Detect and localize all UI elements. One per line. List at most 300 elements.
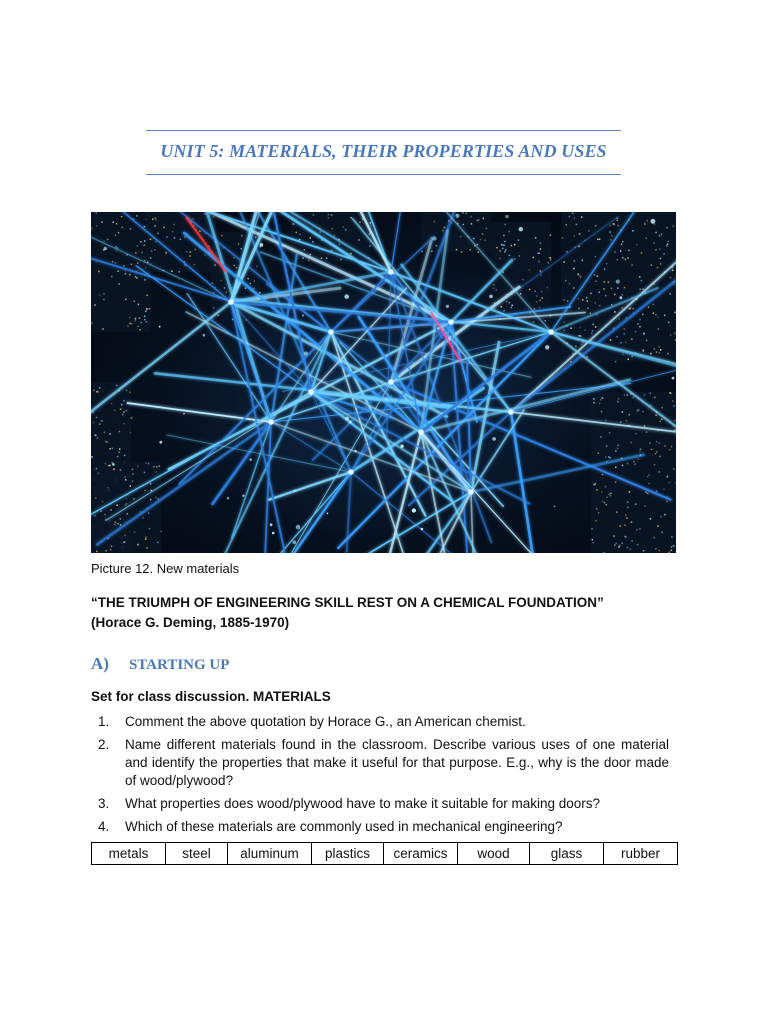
- building-window-light: [663, 253, 665, 255]
- building-window-light: [672, 400, 674, 402]
- light-node: [418, 429, 424, 435]
- light-node: [272, 532, 275, 535]
- building-window-light: [154, 249, 156, 251]
- building-window-light: [145, 537, 147, 539]
- building-window-light: [131, 264, 133, 266]
- light-node: [672, 377, 675, 380]
- building-window-light: [629, 414, 631, 416]
- building-window-light: [504, 224, 506, 226]
- building-window-light: [120, 469, 122, 471]
- building-window-light: [539, 270, 541, 272]
- building-window-light: [480, 239, 482, 241]
- building-window-light: [659, 442, 661, 444]
- list-number: 3.: [98, 796, 110, 811]
- building-window-light: [622, 241, 624, 243]
- building-window-light: [659, 248, 661, 250]
- title-rule-top: [146, 130, 621, 131]
- building-window-light: [569, 216, 571, 218]
- building-window-light: [565, 280, 567, 282]
- building-window-light: [540, 242, 542, 244]
- building-window-light: [578, 308, 580, 310]
- building-window-light: [579, 275, 581, 277]
- building-window-light: [592, 324, 594, 326]
- building-window-light: [115, 521, 117, 523]
- building-window-light: [538, 261, 540, 263]
- building-window-light: [456, 249, 458, 251]
- building-window-light: [647, 476, 649, 478]
- building-window-light: [609, 432, 611, 434]
- building-window-light: [130, 432, 132, 434]
- building-window-light: [126, 503, 128, 505]
- table-row: [92, 843, 678, 865]
- building-window-light: [569, 283, 571, 285]
- building-window-light: [189, 255, 191, 257]
- building-window-light: [621, 543, 623, 545]
- building-window-light: [582, 299, 584, 301]
- building-window-light: [646, 340, 648, 342]
- building-window-light: [644, 505, 646, 507]
- building-window-light: [660, 263, 662, 265]
- network-lines-illustration: [91, 212, 676, 553]
- building-window-light: [659, 235, 661, 237]
- building-window-light: [117, 270, 119, 272]
- building-window-light: [623, 333, 625, 335]
- building-window-light: [608, 493, 610, 495]
- building-window-light: [631, 356, 633, 358]
- building-window-light: [96, 417, 98, 419]
- building-window-light: [544, 320, 546, 322]
- building-window-light: [664, 315, 666, 317]
- building-window-light: [634, 463, 636, 465]
- building-window-light: [657, 267, 659, 269]
- building-window-light: [131, 417, 133, 419]
- light-node: [159, 326, 161, 328]
- building-window-light: [675, 516, 676, 518]
- building-window-light: [470, 216, 472, 218]
- building-window-light: [562, 237, 564, 239]
- building-window-light: [625, 259, 627, 261]
- building-window-light: [576, 224, 578, 226]
- building-window-light: [116, 505, 118, 507]
- building-window-light: [617, 287, 619, 289]
- light-node: [548, 329, 554, 335]
- building-window-light: [111, 276, 113, 278]
- building-window-light: [503, 244, 505, 246]
- building-window-light: [606, 445, 608, 447]
- building-window-light: [536, 295, 538, 297]
- building-window-light: [639, 528, 641, 530]
- building-window-light: [139, 329, 141, 331]
- building-window-light: [339, 243, 341, 245]
- building-window-light: [496, 247, 498, 249]
- building-window-light: [637, 323, 639, 325]
- building-window-light: [550, 234, 552, 236]
- building-window-light: [96, 212, 98, 214]
- list-item: [91, 818, 669, 836]
- building-window-light: [587, 300, 589, 302]
- building-window-light: [129, 323, 131, 325]
- light-node: [348, 420, 351, 423]
- list-number: 4.: [98, 819, 110, 834]
- building-window-light: [618, 318, 620, 320]
- building-window-light: [436, 245, 438, 247]
- building-window-light: [253, 288, 255, 290]
- table-cell-steel: steel: [166, 843, 228, 865]
- building-window-light: [611, 235, 613, 237]
- building-window-light: [540, 300, 542, 302]
- light-node: [412, 508, 416, 512]
- building-window-light: [308, 260, 310, 262]
- light-node: [519, 227, 524, 232]
- building-window-light: [91, 322, 93, 324]
- building-window-light: [671, 546, 673, 548]
- building-window-light: [617, 448, 619, 450]
- building-window-light: [608, 456, 610, 458]
- building-window-light: [656, 491, 658, 493]
- light-trail-line: [213, 422, 272, 504]
- building-window-light: [627, 394, 629, 396]
- building-window-light: [658, 346, 660, 348]
- building-window-light: [105, 441, 107, 443]
- building-window-light: [564, 321, 566, 323]
- building-window-light: [94, 304, 96, 306]
- building-window-light: [115, 235, 117, 237]
- building-window-light: [217, 315, 219, 317]
- building-window-light: [648, 483, 650, 485]
- building-window-light: [328, 217, 330, 219]
- building-window-light: [122, 227, 124, 229]
- discussion-lead: Set for class discussion. MATERIALS: [91, 689, 331, 704]
- building-window-light: [370, 225, 372, 227]
- building-window-light: [369, 234, 371, 236]
- building-window-light: [578, 335, 580, 337]
- building-window-light: [581, 216, 583, 218]
- building-window-light: [649, 393, 651, 395]
- building-window-light: [299, 239, 301, 241]
- building-window-light: [620, 342, 622, 344]
- building-window-light: [541, 297, 543, 299]
- building-window-light: [135, 276, 137, 278]
- building-window-light: [503, 235, 505, 237]
- building-window-light: [478, 219, 480, 221]
- building-window-light: [124, 505, 126, 507]
- building-window-light: [567, 300, 569, 302]
- building-window-light: [659, 471, 661, 473]
- building-window-light: [578, 298, 580, 300]
- building-window-light: [142, 517, 144, 519]
- materials-table: [91, 842, 678, 865]
- building-window-light: [584, 330, 586, 332]
- building-window-light: [113, 468, 115, 470]
- building-window-light: [645, 492, 647, 494]
- building-window-light: [644, 394, 646, 396]
- building-window-light: [124, 455, 126, 457]
- building-window-light: [165, 252, 167, 254]
- building-window-light: [661, 233, 663, 235]
- table-cell-aluminum: aluminum: [228, 843, 312, 865]
- building-window-light: [135, 252, 137, 254]
- building-window-light: [610, 493, 612, 495]
- building-window-light: [254, 280, 256, 282]
- building-window-light: [622, 465, 624, 467]
- building-window-light: [303, 257, 305, 259]
- building-window-light: [606, 263, 608, 265]
- light-trail-line: [232, 422, 271, 538]
- building-window-light: [96, 225, 98, 227]
- building-window-light: [642, 350, 644, 352]
- building-window-light: [619, 545, 621, 547]
- building-window-light: [120, 408, 122, 410]
- building-window-light: [635, 331, 637, 333]
- building-window-light: [595, 520, 597, 522]
- light-node: [508, 409, 514, 415]
- building-window-light: [633, 397, 635, 399]
- light-node: [249, 458, 251, 460]
- building-window-light: [144, 319, 146, 321]
- building-window-light: [615, 543, 617, 545]
- building-window-light: [582, 260, 584, 262]
- building-window-light: [616, 511, 618, 513]
- building-window-light: [619, 525, 621, 527]
- building-window-light: [370, 222, 372, 224]
- building-window-light: [98, 472, 100, 474]
- building-window-light: [622, 294, 624, 296]
- light-node: [183, 413, 185, 415]
- building-window-light: [103, 299, 105, 301]
- building-window-light: [154, 225, 156, 227]
- building-window-light: [130, 228, 132, 230]
- light-trail-line: [271, 422, 351, 472]
- building-window-light: [104, 432, 106, 434]
- building-window-light: [669, 392, 671, 394]
- building-window-light: [592, 539, 594, 541]
- building-window-light: [579, 327, 581, 329]
- building-window-light: [625, 342, 627, 344]
- building-window-light: [478, 252, 480, 254]
- building-window-light: [91, 228, 93, 230]
- building-window-light: [502, 248, 504, 250]
- building-window-light: [673, 225, 675, 227]
- building-window-light: [666, 227, 668, 229]
- building-window-light: [615, 450, 617, 452]
- building-window-light: [627, 507, 629, 509]
- building-window-light: [593, 484, 595, 486]
- building-window-light: [97, 391, 99, 393]
- building-window-light: [616, 336, 618, 338]
- building-window-light: [590, 293, 592, 295]
- building-window-light: [538, 252, 540, 254]
- building-window-light: [597, 275, 599, 277]
- building-window-light: [604, 281, 606, 283]
- building-window-light: [616, 220, 618, 222]
- building-window-light: [93, 390, 95, 392]
- building-window-light: [107, 487, 109, 489]
- building-window-light: [599, 403, 601, 405]
- building-window-light: [505, 249, 507, 251]
- building-window-light: [123, 400, 125, 402]
- building-window-light: [657, 316, 659, 318]
- building-window-light: [259, 292, 261, 294]
- building-window-light: [675, 339, 676, 341]
- building-window-light: [109, 433, 111, 435]
- building-window-light: [591, 332, 593, 334]
- building-window-light: [615, 361, 617, 363]
- building-window-light: [674, 429, 676, 431]
- building-window-light: [595, 280, 597, 282]
- building-window-light: [114, 410, 116, 412]
- building-window-light: [234, 265, 236, 267]
- building-window-light: [503, 310, 505, 312]
- building-window-light: [104, 514, 106, 516]
- building-window-light: [609, 231, 611, 233]
- building-window-light: [674, 420, 676, 422]
- building-window-light: [155, 219, 157, 221]
- building-window-light: [672, 270, 674, 272]
- building-window-light: [639, 450, 641, 452]
- building-window-light: [155, 241, 157, 243]
- building-window-light: [614, 311, 616, 313]
- building-window-light: [611, 288, 613, 290]
- building-window-light: [140, 241, 142, 243]
- building-window-light: [563, 299, 565, 301]
- building-window-light: [570, 327, 572, 329]
- building-window-light: [482, 218, 484, 220]
- building-window-light: [125, 299, 127, 301]
- building-window-light: [137, 466, 139, 468]
- building-window-light: [646, 431, 648, 433]
- building-window-light: [514, 244, 516, 246]
- building-window-light: [604, 502, 606, 504]
- building-window-light: [644, 425, 646, 427]
- building-window-light: [657, 525, 659, 527]
- building-window-light: [514, 258, 516, 260]
- light-node: [348, 469, 354, 475]
- building-window-light: [602, 397, 604, 399]
- building-window-light: [536, 301, 538, 303]
- building-window-light: [650, 353, 652, 355]
- building-window-light: [161, 531, 163, 533]
- building-window-light: [637, 410, 639, 412]
- light-node: [355, 450, 357, 452]
- building-window-light: [148, 512, 150, 514]
- building-window-light: [359, 221, 361, 223]
- building-window-light: [511, 305, 513, 307]
- quotation-block: [91, 593, 604, 633]
- building-window-light: [651, 449, 653, 451]
- building-window-light: [129, 317, 131, 319]
- light-node: [554, 505, 556, 507]
- building-window-light: [124, 476, 126, 478]
- unit-title: UNIT 5: MATERIALS, THEIR PROPERTIES AND USES: [160, 141, 607, 161]
- building-window-light: [204, 213, 206, 215]
- building-window-light: [152, 218, 154, 220]
- building-window-light: [213, 307, 215, 309]
- building-window-light: [675, 482, 676, 484]
- table-cell-metals: metals: [92, 843, 166, 865]
- light-node: [455, 214, 459, 218]
- building-window-light: [633, 461, 635, 463]
- building-window-light: [549, 257, 551, 259]
- building-window-light: [124, 541, 126, 543]
- building-window-light: [605, 295, 607, 297]
- building-window-light: [111, 403, 113, 405]
- building-window-light: [501, 244, 503, 246]
- building-window-light: [653, 312, 655, 314]
- building-window-light: [620, 421, 622, 423]
- light-node: [492, 437, 496, 441]
- building-window-light: [661, 532, 663, 534]
- building-window-light: [155, 217, 157, 219]
- building-window-light: [654, 348, 656, 350]
- building-window-light: [319, 231, 321, 233]
- building-window-light: [625, 536, 627, 538]
- building-window-light: [178, 271, 180, 273]
- building-window-light: [135, 318, 137, 320]
- building-window-light: [564, 330, 566, 332]
- building-window-light: [93, 422, 95, 424]
- building-window-light: [624, 394, 626, 396]
- building-window-light: [600, 399, 602, 401]
- building-window-light: [143, 244, 145, 246]
- light-node: [433, 237, 437, 241]
- building-window-light: [340, 259, 342, 261]
- building-window-light: [108, 465, 110, 467]
- building-window-light: [614, 224, 616, 226]
- building-window-light: [598, 512, 600, 514]
- building-window-light: [635, 503, 637, 505]
- building-window-light: [628, 358, 630, 360]
- building-window-light: [509, 302, 511, 304]
- building-window-light: [144, 490, 146, 492]
- building-window-light: [540, 248, 542, 250]
- building-window-light: [627, 463, 629, 465]
- building-window-light: [127, 325, 129, 327]
- building-window-light: [671, 446, 673, 448]
- building-window-light: [660, 349, 662, 351]
- building-window-light: [137, 262, 139, 264]
- building-window-light: [506, 301, 508, 303]
- building-window-light: [548, 262, 550, 264]
- building-window-light: [653, 242, 655, 244]
- building-window-light: [129, 392, 131, 394]
- building-window-light: [172, 231, 174, 233]
- list-item: [91, 713, 669, 731]
- light-node: [345, 417, 349, 421]
- building-window-light: [596, 314, 598, 316]
- building-window-light: [245, 287, 247, 289]
- building-window-light: [174, 237, 176, 239]
- building-window-light: [504, 241, 506, 243]
- building-window-light: [95, 515, 97, 517]
- building-window-light: [117, 523, 119, 525]
- building-window-light: [673, 468, 675, 470]
- building-window-light: [656, 441, 658, 443]
- light-trail-line: [271, 255, 297, 422]
- task-list: [91, 713, 669, 841]
- building-window-light: [654, 223, 656, 225]
- building-window-light: [605, 456, 607, 458]
- building-window-light: [628, 250, 630, 252]
- light-node: [112, 463, 114, 465]
- building-window-light: [321, 257, 323, 259]
- building-window-light: [566, 251, 568, 253]
- building-window-light: [149, 528, 151, 530]
- building-window-light: [655, 249, 657, 251]
- building-window-light: [150, 499, 152, 501]
- building-window-light: [116, 250, 118, 252]
- building-window-light: [125, 273, 127, 275]
- building-window-light: [593, 402, 595, 404]
